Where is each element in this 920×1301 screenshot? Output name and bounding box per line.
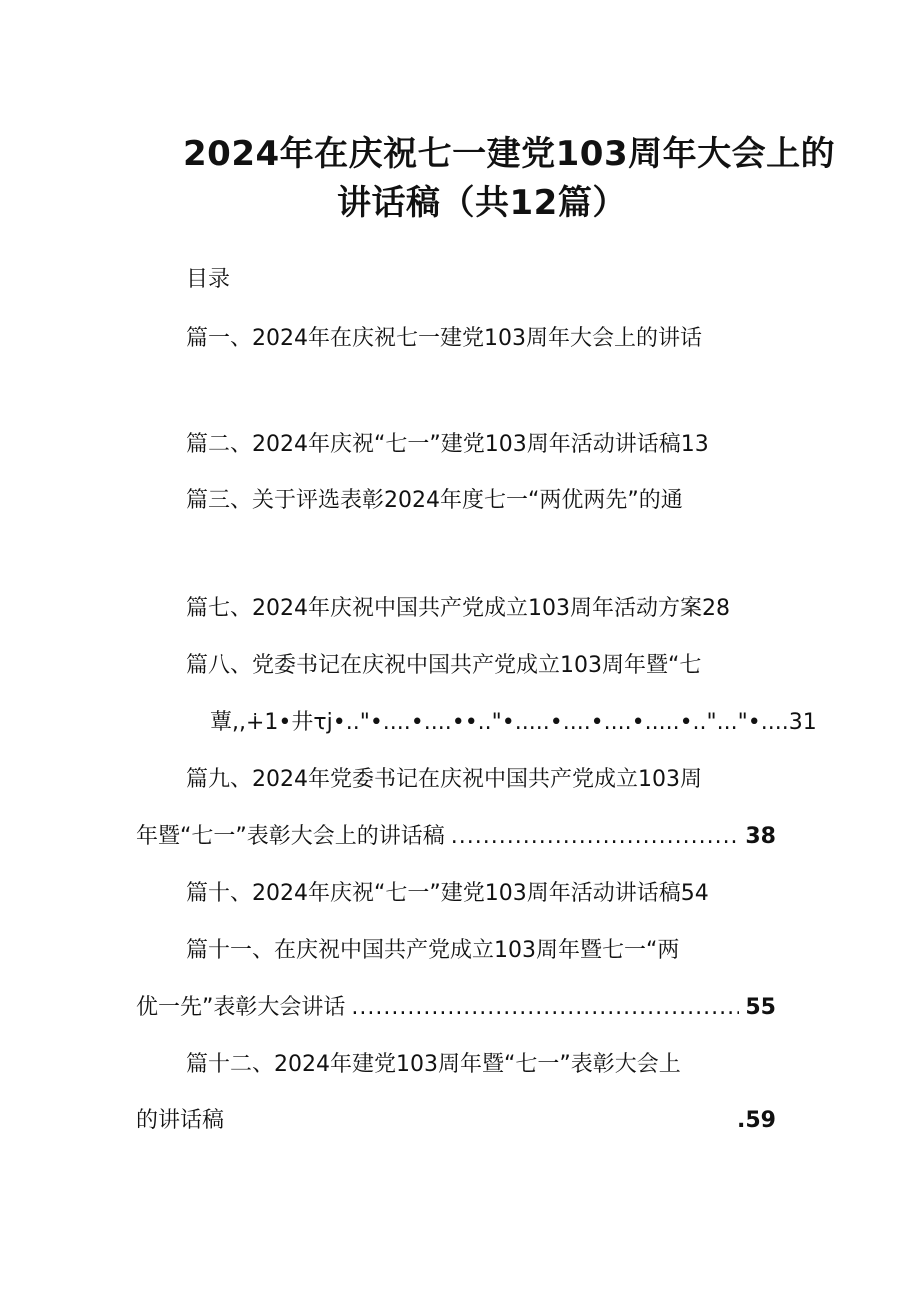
dot-leader <box>451 822 740 852</box>
toc-entry-9: 篇九、2024年党委书记在庆祝中国共产党成立103周 <box>186 767 702 792</box>
toc-entry-12-continuation <box>136 1106 776 1136</box>
toc-entry-9-text: 年暨“七一”表彰大会上的讲话稿 <box>136 824 445 849</box>
toc-entry-11: 篇十一、在庆祝中国共产党成立103周年暨七一“两 <box>186 938 680 963</box>
dot-leader <box>351 993 739 1023</box>
toc-label: 目录 <box>186 267 231 292</box>
toc-entry-7: 篇七、2024年庆祝中国共产党成立103周年活动方案28 <box>186 596 730 621</box>
toc-entry-12-text: 的讲话稿 <box>136 1108 225 1133</box>
toc-entry-9-page: 38 <box>745 824 776 849</box>
document-title-line-2: 讲话稿（共12篇） <box>337 183 627 223</box>
toc-entry-11-text: 优一先”表彰大会讲话 <box>136 995 346 1020</box>
toc-entry-11-continuation <box>136 993 776 1023</box>
toc-entry-10: 篇十、2024年庆祝“七一”建党103周年活动讲话稿54 <box>186 881 709 906</box>
toc-entry-9-continuation <box>136 822 776 852</box>
toc-entry-3: 篇三、关于评选表彰2024年度七一“两优两先”的通 <box>186 488 683 513</box>
toc-entry-1: 篇一、2024年在庆祝七一建党103周年大会上的讲话 <box>186 326 702 351</box>
toc-entry-12-page: .59 <box>737 1108 776 1133</box>
toc-entry-12: 篇十二、2024年建党103周年暨“七一”表彰大会上 <box>186 1052 681 1077</box>
toc-entry-8: 篇八、党委书记在庆祝中国共产党成立103周年暨“七 <box>186 653 702 678</box>
document-title-line-1: 2024年在庆祝七一建党103周年大会上的 <box>183 134 836 174</box>
toc-entry-11-page: 55 <box>745 995 776 1020</box>
toc-entry-8-continuation: 蕈,,∔1•井τj•.."•....•....••.."•.....•....•....•.....•.."..."•....31 <box>210 710 817 735</box>
toc-entry-2: 篇二、2024年庆祝“七一”建党103周年活动讲话稿13 <box>186 432 709 457</box>
